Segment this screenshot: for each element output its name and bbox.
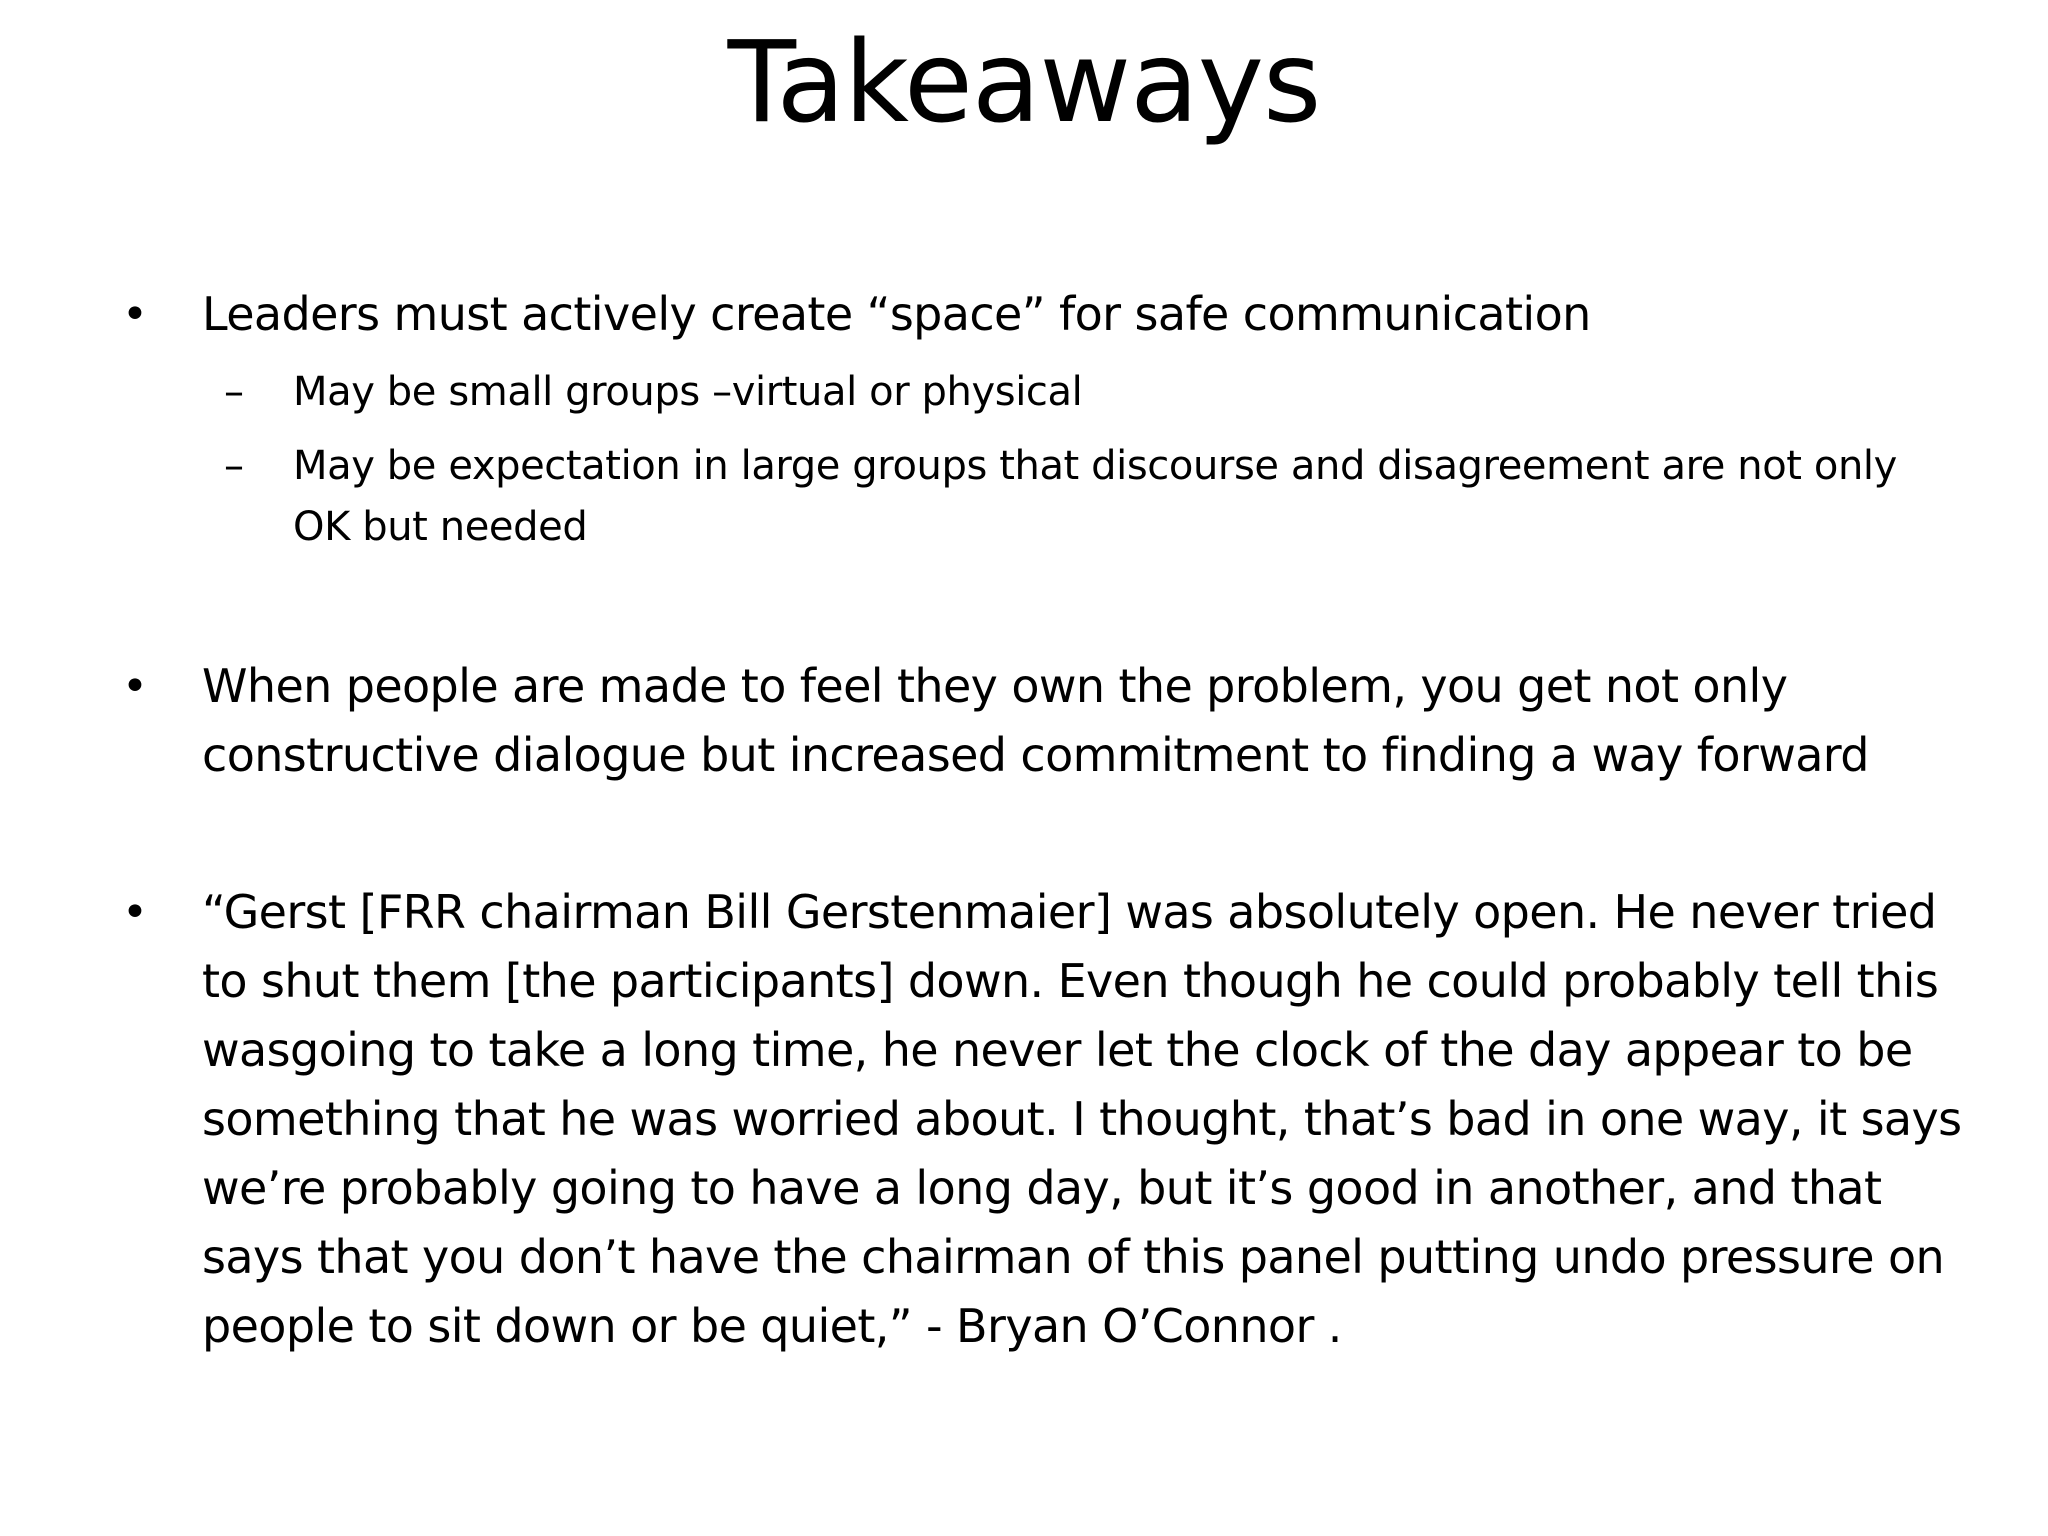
bullet-text: Leaders must actively create “space” for safe communication — [202, 287, 1591, 341]
sub-bullet-marker: – — [224, 369, 244, 415]
bullet-text-quote: “Gerst [FRR chairman Bill Gerstenmaier] was absolutely open. He never tried to shut them [the participants] down. Even though he could probably tell this wasgoing to take a long time, he never let the clock of the day appear to be something that he was worried about. I thought, that’s bad in one way, it says we’re probably going to have a long day, but it’s good in another, and that says that you don’t have the chairman of this panel putting undo pressure on people to sit down or be quiet,” - Bryan O’Connor . — [202, 885, 1962, 1353]
bullet-marker: • — [122, 289, 148, 340]
sub-bullet-marker: – — [224, 443, 244, 489]
sub-bullet-text: May be small groups –virtual or physical — [293, 369, 1083, 415]
sub-bullet-text: May be expectation in large groups that discourse and disagreement are not only OK but needed — [293, 443, 1897, 550]
bullet-marker: • — [122, 887, 148, 938]
bullet-marker: • — [122, 661, 148, 712]
bullet-text: When people are made to feel they own the problem, you get not only constructive dialogue but increased commitment to finding a way forward — [202, 659, 1869, 782]
slide-title: Takeaways — [727, 18, 1321, 148]
